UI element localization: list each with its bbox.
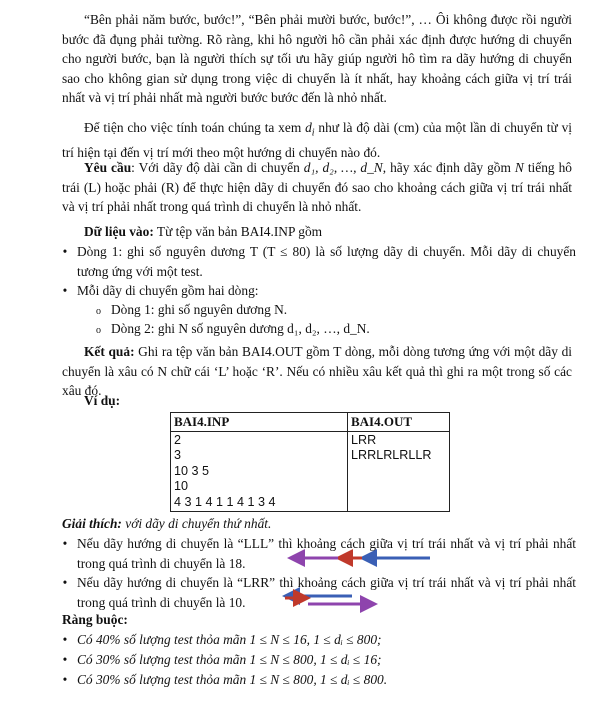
input-bullet-1: • Dòng 1: ghi số nguyên dương T (T ≤ 80) là số lượng dãy di chuyển. Mỗi dãy di chuyển tương ứng với một test.	[62, 244, 576, 279]
intro-paragraph: “Bên phải năm bước, bước!”, “Bên phải mười bước, bước!”, … Ôi không được rồi người bước đã đụng phải tường. Rõ ràng, khi hô người hô cần phải xác định được hướng di chuyển cho người bước, bạn là người thích sự tối ưu hãy giúp người hô tìm ra dãy hướng di chuyển sao cho không gian sử dụng trong việc di chuyển là ít nhất, hay khoảng cách giữa vị trí trái nhất và vị trí phải nhất mà người bước bước đến là nhỏ nhất.	[62, 12, 572, 106]
input-bullet-2: • Mỗi dãy di chuyển gồm hai dòng:	[62, 283, 259, 298]
inp-line: 10 3 5	[174, 463, 210, 478]
input-heading: Dữ liệu vào: Từ tệp văn bản BAI4.INP gồm	[84, 224, 323, 239]
explain-bullet-1: • Nếu dãy hướng di chuyển là “LLL” thì khoảng cách giữa vị trí trái nhất và vị trí phải nhất trong quá trình di chuyển là 18.	[62, 536, 576, 571]
out-line: LRRLRLRLLR	[351, 448, 432, 463]
inp-line: 2	[174, 433, 182, 447]
output-paragraph: Kết quả: Ghi ra tệp văn bản BAI4.OUT gồm T dòng, mỗi dòng tương ứng với một dãy di chuyển là xâu có N chữ cái ‘L’ hoặc ‘R’. Nếu có nhiều xâu kết quả thì ghi ra một trong số các xâu đó.	[62, 344, 572, 399]
explain-heading: Giải thích: với dãy di chuyển thứ nhất.	[62, 516, 272, 531]
explain-bullet-2: • Nếu dãy hướng di chuyển là “LRR” thì khoảng cách giữa vị trí trái nhất và vị trí phải nhất trong quá trình di chuyển là 10.	[62, 575, 576, 610]
constraints-heading: Ràng buộc:	[62, 612, 128, 627]
constraint-item: • Có 30% số lượng test thỏa mãn 1 ≤ N ≤ 800, 1 ≤ dᵢ ≤ 16;	[62, 652, 382, 667]
inp-line: 10	[174, 479, 189, 494]
inp-header: BAI4.INP	[171, 413, 348, 432]
out-line: LRR	[351, 433, 377, 447]
input-sub-2: o Dòng 2: ghi N số nguyên dương d₁, d₂, …, d_N.	[96, 321, 370, 336]
requirement-paragraph: Yêu cầu: Với dãy độ dài cần di chuyển d₁, d₂, …, d_N, hãy xác định dãy gồm N tiếng hô trái (L) hoặc phải (R) để thực hiện dãy di chuyển đó sao cho khoảng cách giữa vị trí trái nhất và vị trí phải nhất trong quá trình di chuyển là nhỏ nhất.	[62, 160, 572, 215]
inp-line: 3	[174, 448, 182, 463]
constraint-item: • Có 30% số lượng test thỏa mãn 1 ≤ N ≤ 800, 1 ≤ dᵢ ≤ 800.	[62, 672, 388, 687]
constraint-item: • Có 40% số lượng test thỏa mãn 1 ≤ N ≤ 16, 1 ≤ dᵢ ≤ 800;	[62, 632, 382, 647]
definition-paragraph: Để tiện cho việc tính toán chúng ta xem $d_i$ như là độ dài (cm) của một lần di chuyển từ vị trí hiện tại đến vị trí mới theo một hướng di chuyển nào đó.	[62, 120, 572, 161]
example-heading: Ví dụ:	[84, 393, 121, 408]
inp-line: 4 3 1 4 1 1 4 1 3 4	[174, 494, 276, 509]
input-sub-1: o Dòng 1: ghi số nguyên dương N.	[96, 302, 288, 317]
out-header: BAI4.OUT	[348, 413, 450, 432]
